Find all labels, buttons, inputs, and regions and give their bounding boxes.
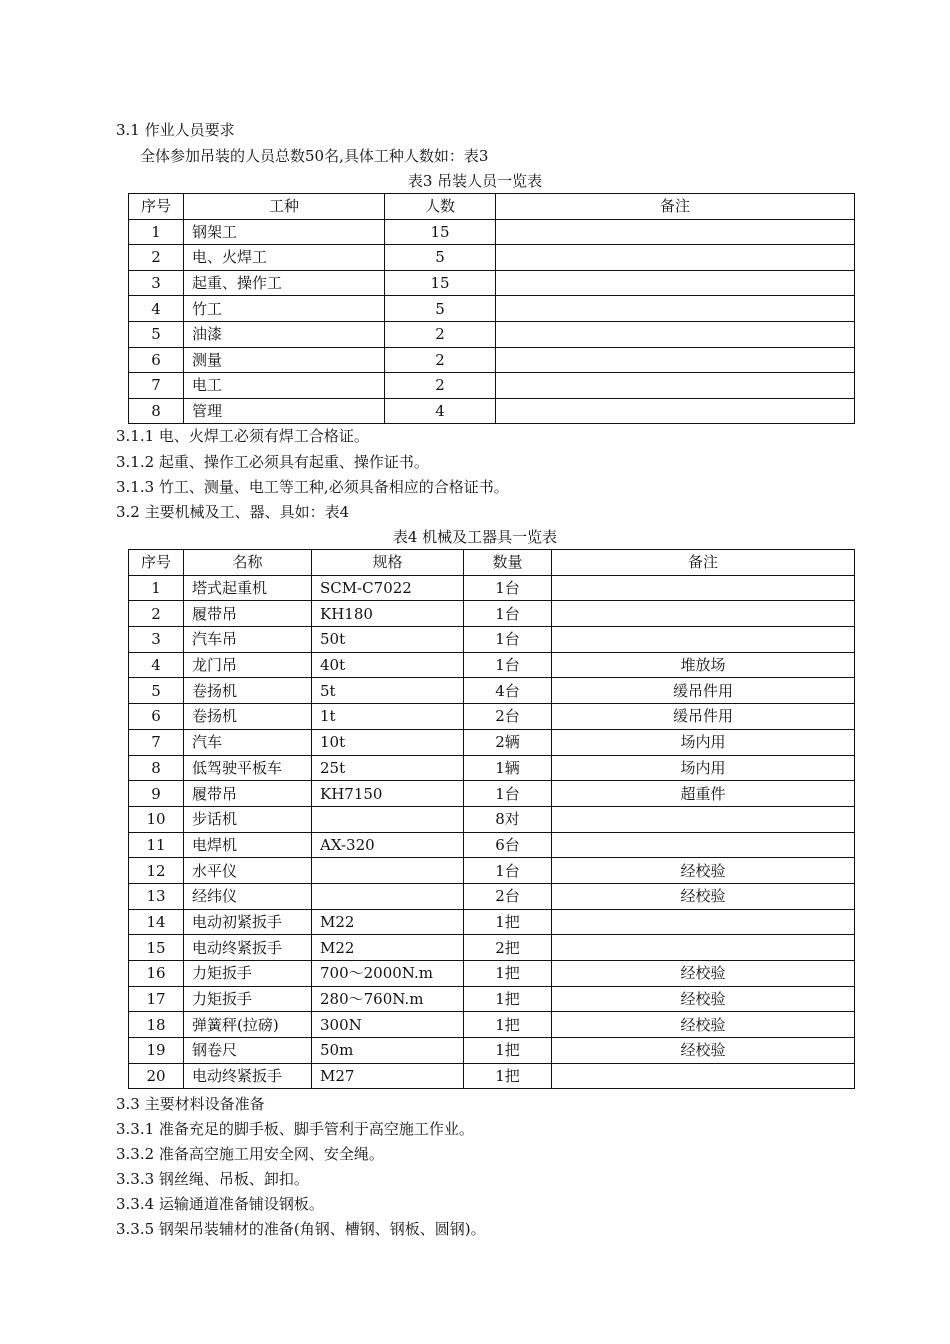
table3-cell: 电工 (184, 373, 385, 399)
table4-cell: 1把 (464, 986, 552, 1012)
table4-cell: 50t (312, 627, 464, 653)
table4-cell (312, 858, 464, 884)
table3-cell: 油漆 (184, 321, 385, 347)
table4-row (129, 858, 855, 884)
table4-cell: 缓吊件用 (552, 678, 855, 704)
table3-cell (496, 245, 855, 271)
table4-row (129, 652, 855, 678)
table4-cell: M22 (312, 909, 464, 935)
table4-cell: 7 (129, 729, 184, 755)
table4-cell: 水平仪 (184, 858, 312, 884)
table3-cell: 2 (385, 321, 496, 347)
note-3-3-4: 3.3.4 运输通道准备铺设钢板。 (116, 1195, 324, 1213)
table4-cell: 40t (312, 652, 464, 678)
table3-cell (496, 219, 855, 245)
section-3-2-heading: 3.2 主要机械及工、器、具如：表4 (116, 503, 350, 521)
note-3-1-3: 3.1.3 竹工、测量、电工等工种,必须具备相应的合格证书。 (116, 478, 509, 496)
table4-cell: M22 (312, 935, 464, 961)
table4-cell: 1台 (464, 627, 552, 653)
table4-header-cell: 名称 (184, 550, 312, 576)
table4-cell: 场内用 (552, 755, 855, 781)
table3-cell: 15 (385, 219, 496, 245)
table3-cell: 电、火焊工 (184, 245, 385, 271)
table4-row (129, 627, 855, 653)
table4-cell (552, 601, 855, 627)
section-3-1-heading: 3.1 作业人员要求 (116, 121, 235, 139)
table4-row (129, 986, 855, 1012)
table3-header-cell: 人数 (385, 194, 496, 220)
table4-cell (552, 1063, 855, 1089)
note-3-3-1: 3.3.1 准备充足的脚手板、脚手管利于高空施工作业。 (116, 1120, 474, 1138)
section-3-3-heading: 3.3 主要材料设备准备 (116, 1095, 265, 1113)
table4-equipment (128, 549, 855, 1089)
table4-cell: 经校验 (552, 1012, 855, 1038)
table4-cell: 10 (129, 806, 184, 832)
table4-cell: 300N (312, 1012, 464, 1038)
table4-row (129, 704, 855, 730)
table4-cell: SCM-C7022 (312, 575, 464, 601)
table4-cell (552, 935, 855, 961)
table4-cell: 4台 (464, 678, 552, 704)
table4-cell (552, 575, 855, 601)
table4-row (129, 1012, 855, 1038)
table3-header-cell: 序号 (129, 194, 184, 220)
table4-cell: 经校验 (552, 986, 855, 1012)
table4-cell: 2台 (464, 883, 552, 909)
table4-cell (552, 832, 855, 858)
table3-cell: 竹工 (184, 296, 385, 322)
table4-cell: 5 (129, 678, 184, 704)
table3-cell (496, 321, 855, 347)
table3-cell (496, 296, 855, 322)
table4-cell: 钢卷尺 (184, 1038, 312, 1064)
table3-cell: 钢架工 (184, 219, 385, 245)
table4-row (129, 883, 855, 909)
table4-cell: 电焊机 (184, 832, 312, 858)
table4-cell (552, 627, 855, 653)
table3-cell: 2 (385, 347, 496, 373)
table3-cell: 4 (129, 296, 184, 322)
table3-cell (496, 398, 855, 424)
table4-row (129, 961, 855, 987)
table4-cell: 经纬仪 (184, 883, 312, 909)
table4-cell: 履带吊 (184, 601, 312, 627)
table3-cell (496, 347, 855, 373)
table4-cell: 经校验 (552, 883, 855, 909)
table4-cell: 18 (129, 1012, 184, 1038)
table3-cell: 8 (129, 398, 184, 424)
table4-header-cell: 序号 (129, 550, 184, 576)
table3-cell: 2 (129, 245, 184, 271)
table4-cell (312, 806, 464, 832)
table4-cell: KH7150 (312, 781, 464, 807)
table4-cell: 弹簧秤(拉磅) (184, 1012, 312, 1038)
table4-row (129, 755, 855, 781)
table3-header-cell: 工种 (184, 194, 385, 220)
table3-row (129, 373, 855, 399)
table4-cell: 步话机 (184, 806, 312, 832)
table4-cell: 700～2000N.m (312, 961, 464, 987)
table3-header-row (129, 194, 855, 220)
table3-cell: 1 (129, 219, 184, 245)
table4-cell: 1把 (464, 909, 552, 935)
table3-cell: 起重、操作工 (184, 270, 385, 296)
table4-cell: 13 (129, 883, 184, 909)
table4-cell: 汽车 (184, 729, 312, 755)
table3-personnel (128, 193, 855, 424)
table4-cell: 1台 (464, 575, 552, 601)
table4-cell: 1把 (464, 1012, 552, 1038)
table4-row (129, 806, 855, 832)
table3-cell: 测量 (184, 347, 385, 373)
note-3-1-2: 3.1.2 起重、操作工必须具有起重、操作证书。 (116, 453, 429, 471)
table4-cell: 力矩扳手 (184, 986, 312, 1012)
table4-cell: 堆放场 (552, 652, 855, 678)
table4-row (129, 1038, 855, 1064)
table4-cell: 5t (312, 678, 464, 704)
table4-cell: 2台 (464, 704, 552, 730)
table4-cell: 11 (129, 832, 184, 858)
table4-cell: 2辆 (464, 729, 552, 755)
table4-cell: 8对 (464, 806, 552, 832)
table4-cell: AX-320 (312, 832, 464, 858)
table4-cell: 19 (129, 1038, 184, 1064)
table4-cell: 龙门吊 (184, 652, 312, 678)
table4-cell: 卷扬机 (184, 678, 312, 704)
table4-cell: 1把 (464, 961, 552, 987)
table4-cell: 1t (312, 704, 464, 730)
table3-row (129, 245, 855, 271)
table4-cell (552, 909, 855, 935)
table4-cell: 经校验 (552, 858, 855, 884)
table4-cell: 6台 (464, 832, 552, 858)
table3-body (129, 219, 855, 424)
table3-cell (496, 373, 855, 399)
table4-cell: 6 (129, 704, 184, 730)
table4-row (129, 729, 855, 755)
table4-cell: 1台 (464, 858, 552, 884)
table4-cell: 14 (129, 909, 184, 935)
table4-cell: 4 (129, 652, 184, 678)
table3-cell: 5 (129, 321, 184, 347)
table3-caption: 表3 吊装人员一览表 (407, 172, 543, 190)
table4-row (129, 781, 855, 807)
table4-cell: 经校验 (552, 1038, 855, 1064)
table4-cell: 塔式起重机 (184, 575, 312, 601)
table3-row (129, 347, 855, 373)
table4-cell: 电动初紧扳手 (184, 909, 312, 935)
table4-row (129, 601, 855, 627)
table4-cell: 1台 (464, 601, 552, 627)
table3-row (129, 321, 855, 347)
table4-cell: 50m (312, 1038, 464, 1064)
table4-cell: 16 (129, 961, 184, 987)
table3-cell: 管理 (184, 398, 385, 424)
table4-cell: 汽车吊 (184, 627, 312, 653)
table4-row (129, 832, 855, 858)
table3-cell: 4 (385, 398, 496, 424)
table4-cell: 12 (129, 858, 184, 884)
table3-cell: 2 (385, 373, 496, 399)
table4-cell: 超重件 (552, 781, 855, 807)
table4-row (129, 575, 855, 601)
table4-row (129, 935, 855, 961)
table4-cell: 1 (129, 575, 184, 601)
table3-cell: 7 (129, 373, 184, 399)
note-3-3-2: 3.3.2 准备高空施工用安全网、安全绳。 (116, 1145, 384, 1163)
table4-cell: 1辆 (464, 755, 552, 781)
table3-row (129, 296, 855, 322)
table4-cell: 2把 (464, 935, 552, 961)
table4-cell: 卷扬机 (184, 704, 312, 730)
table4-cell: 3 (129, 627, 184, 653)
table4-cell: 25t (312, 755, 464, 781)
table3-row (129, 219, 855, 245)
table4-cell: 低驾驶平板车 (184, 755, 312, 781)
table3-cell: 15 (385, 270, 496, 296)
table4-cell: 20 (129, 1063, 184, 1089)
table3-cell: 5 (385, 245, 496, 271)
table4-header-row (129, 550, 855, 576)
table3-cell: 6 (129, 347, 184, 373)
table4-cell: 电动终紧扳手 (184, 935, 312, 961)
note-3-3-5: 3.3.5 钢架吊装辅材的准备(角钢、槽钢、钢板、圆钢)。 (116, 1220, 486, 1238)
table4-cell: 2 (129, 601, 184, 627)
table4-cell: 9 (129, 781, 184, 807)
table3-cell: 3 (129, 270, 184, 296)
table3-row (129, 270, 855, 296)
note-3-3-3: 3.3.3 钢丝绳、吊板、卸扣。 (116, 1170, 309, 1188)
table4-cell: 场内用 (552, 729, 855, 755)
table4-cell: 电动终紧扳手 (184, 1063, 312, 1089)
table4-cell: 280～760N.m (312, 986, 464, 1012)
table4-cell: 1把 (464, 1063, 552, 1089)
table4-cell: 经校验 (552, 961, 855, 987)
table4-cell: 1把 (464, 1038, 552, 1064)
table4-cell: 1台 (464, 781, 552, 807)
table4-row (129, 909, 855, 935)
table4-row (129, 1063, 855, 1089)
table4-cell: 缓吊件用 (552, 704, 855, 730)
table4-header-cell: 数量 (464, 550, 552, 576)
table4-cell: KH180 (312, 601, 464, 627)
table4-cell (312, 883, 464, 909)
table3-row (129, 398, 855, 424)
table4-caption: 表4 机械及工器具一览表 (392, 528, 558, 546)
table4-cell: M27 (312, 1063, 464, 1089)
table3-cell: 5 (385, 296, 496, 322)
table4-cell: 8 (129, 755, 184, 781)
table4-header-cell: 规格 (312, 550, 464, 576)
table4-body (129, 575, 855, 1089)
table3-cell (496, 270, 855, 296)
table3-header-cell: 备注 (496, 194, 855, 220)
table4-cell: 履带吊 (184, 781, 312, 807)
section-3-1-intro: 全体参加吊装的人员总数50名,具体工种人数如：表3 (140, 147, 489, 165)
table4-cell: 17 (129, 986, 184, 1012)
note-3-1-1: 3.1.1 电、火焊工必须有焊工合格证。 (116, 427, 369, 445)
table4-cell: 15 (129, 935, 184, 961)
table4-cell: 1台 (464, 652, 552, 678)
table4-cell: 10t (312, 729, 464, 755)
table4-header-cell: 备注 (552, 550, 855, 576)
table4-cell: 力矩扳手 (184, 961, 312, 987)
table4-cell (552, 806, 855, 832)
table4-row (129, 678, 855, 704)
